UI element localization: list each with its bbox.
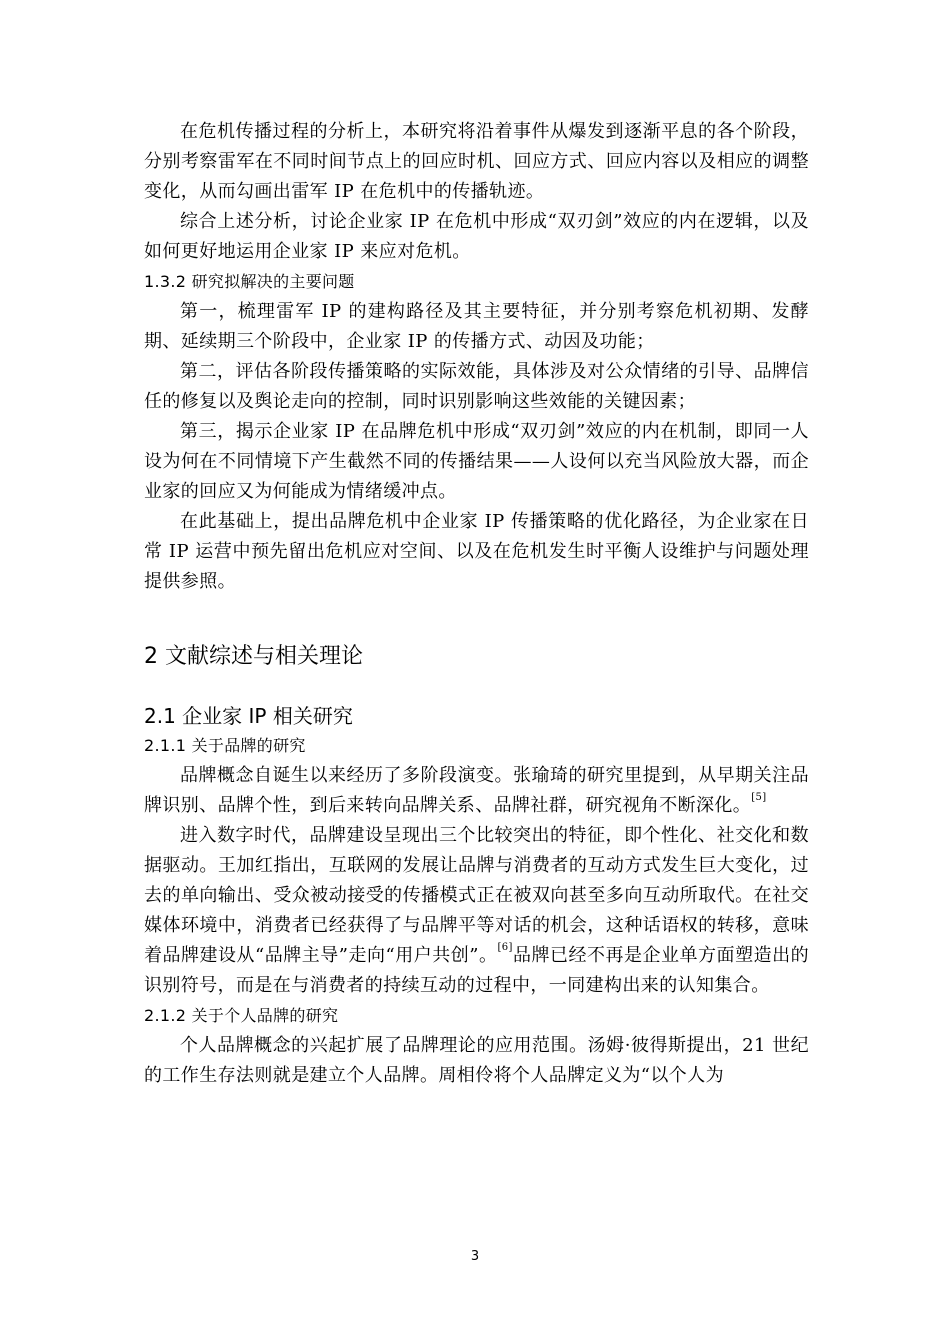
citation-mark: [6] [497,942,513,953]
page-content [144,117,809,1091]
body-paragraph: 个人品牌概念的兴起扩展了品牌理论的应用范围。汤姆·彼得斯提出，21 世纪的工作生存法则就是建立个人品牌。周相伶将个人品牌定义为“以个人为 [144,1035,809,1086]
citation-mark: [5] [751,792,767,803]
paragraph-text: 品牌已经不再是企业单方面塑造出的识别符号，而是在与消费者的持续互动的过程中，一同建构出来的认知集合。 [144,945,809,996]
body-paragraph: 第三，揭示企业家 IP 在品牌危机中形成“双刃剑”效应的内在机制，即同一人设为何在不同情境下产生截然不同的传播结果——人设何以充当风险放大器，而企业家的回应又为何能成为情绪缓冲点。 [144,421,809,502]
paragraph-text: 进入数字时代，品牌建设呈现出三个比较突出的特征，即个性化、社交化和数据驱动。王加红指出，互联网的发展让品牌与消费者的互动方式发生巨大变化，过去的单向输出、受众被动接受的传播模式正在被双向甚至多向互动所取代。在社交媒体环境中，消费者已经获得了与品牌平等对话的机会，这种话语权的转移，意味着品牌建设从“品牌主导”走向“用户共创”。 [144,825,809,966]
section-heading-2-1-2: 2.1.2 关于个人品牌的研究 [144,1006,339,1025]
body-paragraph [144,821,809,1001]
body-paragraph: 第一，梳理雷军 IP 的建构路径及其主要特征，并分别考察危机初期、发酵期、延续期三个阶段中，企业家 IP 的传播方式、动因及功能； [144,301,809,352]
chapter-heading-2: 2 文献综述与相关理论 [144,644,363,669]
page-number: 3 [470,1249,480,1264]
body-paragraph [144,761,809,821]
section-heading-1-3-2: 1.3.2 研究拟解决的主要问题 [144,272,355,291]
paragraph-text: 品牌概念自诞生以来经历了多阶段演变。张瑜琦的研究里提到，从早期关注品牌识别、品牌个性，到后来转向品牌关系、品牌社群，研究视角不断深化。 [144,765,809,816]
body-paragraph: 在此基础上，提出品牌危机中企业家 IP 传播策略的优化路径，为企业家在日常 IP 运营中预先留出危机应对空间、以及在危机发生时平衡人设维护与问题处理提供参照。 [144,511,809,592]
body-paragraph: 综合上述分析，讨论企业家 IP 在危机中形成“双刃剑”效应的内在逻辑，以及如何更好地运用企业家 IP 来应对危机。 [144,211,809,262]
section-heading-2-1: 2.1 企业家 IP 相关研究 [144,704,353,728]
section-heading-2-1-1: 2.1.1 关于品牌的研究 [144,736,306,755]
body-paragraph: 第二，评估各阶段传播策略的实际效能，具体涉及对公众情绪的引导、品牌信任的修复以及舆论走向的控制，同时识别影响这些效能的关键因素； [144,361,809,412]
body-paragraph: 在危机传播过程的分析上，本研究将沿着事件从爆发到逐渐平息的各个阶段，分别考察雷军在不同时间节点上的回应时机、回应方式、回应内容以及相应的调整变化，从而勾画出雷军 IP 在危机中的传播轨迹。 [144,121,809,202]
